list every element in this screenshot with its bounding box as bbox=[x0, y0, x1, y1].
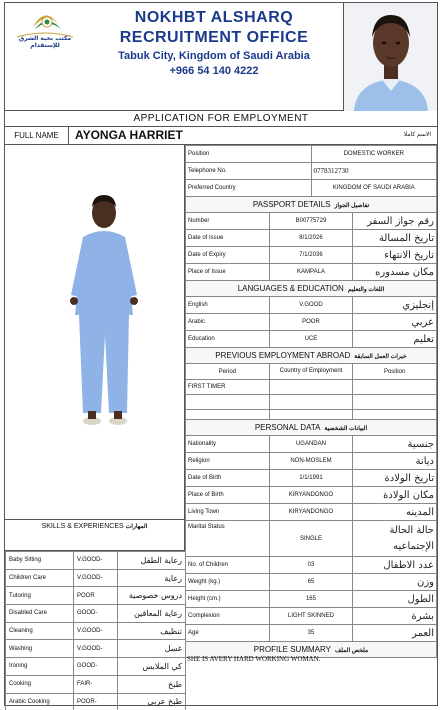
logo-text: مكتب نخبة الشرق للإستقدام bbox=[18, 35, 72, 49]
full-name-label: FULL NAME bbox=[5, 127, 69, 144]
col-position: Position bbox=[353, 364, 437, 380]
language-row-label: Education bbox=[186, 331, 270, 348]
passport-row-value: KAMPALA bbox=[269, 264, 353, 281]
passport-row-ar: تاريخ الانتهاء bbox=[353, 247, 437, 264]
cv-page bbox=[4, 2, 438, 706]
passport-photo bbox=[343, 3, 437, 111]
personal-row-label: Weight (kg.) bbox=[186, 574, 270, 591]
passport-row-ar: تاريخ المسالة bbox=[353, 230, 437, 247]
full-body-photo bbox=[5, 145, 185, 519]
personal-row-ar: تاريخ الولادة bbox=[353, 470, 437, 487]
skill-ar: طبخ عربي bbox=[118, 693, 186, 710]
marital-label: Marital Status bbox=[186, 521, 270, 557]
passport-row-ar: رقم جواز السفر bbox=[353, 213, 437, 230]
passport-table bbox=[185, 196, 437, 281]
profile-title-ar: ملخص الملف bbox=[334, 648, 369, 654]
company-phone: +966 54 140 4222 bbox=[169, 65, 259, 77]
skill-ar: رعاية المعاقين bbox=[118, 605, 186, 623]
personal-row-label: Religion bbox=[186, 453, 270, 470]
skills-table bbox=[5, 551, 186, 710]
application-title: APPLICATION FOR EMPLOYMENT bbox=[5, 111, 437, 127]
personal-row-label: Date of Birth bbox=[186, 470, 270, 487]
skill-level: V.GOOD- bbox=[74, 640, 118, 658]
personal-row-value: 35 bbox=[269, 625, 353, 642]
personal-row-label: Height (cm.) bbox=[186, 591, 270, 608]
personal-row-value: 1/1/1991 bbox=[269, 470, 353, 487]
position-label: Position bbox=[186, 146, 312, 163]
passport-row-label: Number bbox=[186, 213, 270, 230]
employment-title-ar: خبرات العمل السابقة bbox=[354, 354, 407, 360]
country-value: KINGDOM OF SAUDI ARABIA bbox=[311, 180, 437, 197]
telephone-label: Telephone No. bbox=[186, 163, 312, 180]
employment-cell bbox=[269, 380, 353, 395]
language-row-value: UCE bbox=[269, 331, 353, 348]
personal-row-value: 65 bbox=[269, 574, 353, 591]
skill-ar: كي الملابس bbox=[118, 658, 186, 676]
skill-ar: رعاية الطفل bbox=[118, 552, 186, 570]
marital-value: SINGLE bbox=[269, 521, 353, 557]
personal-row-label: No. of Children bbox=[186, 557, 270, 574]
employment-cell bbox=[269, 395, 353, 410]
skill-label: Arabic Cooking bbox=[6, 693, 74, 710]
skill-label: Disabled Care bbox=[6, 605, 74, 623]
personal-row-value: NON-MOSLEM bbox=[269, 453, 353, 470]
skill-label: Cooking bbox=[6, 675, 74, 693]
languages-table bbox=[185, 280, 437, 348]
skill-ar: رعاية bbox=[118, 569, 186, 587]
passport-header bbox=[186, 197, 437, 213]
personal-row-label: Nationality bbox=[186, 436, 270, 453]
skill-ar: غسل bbox=[118, 640, 186, 658]
passport-row-value: 8/1/2026 bbox=[269, 230, 353, 247]
full-name-label-ar: الاسم كاملا bbox=[403, 132, 431, 138]
company-subtitle: RECRUITMENT OFFICE bbox=[119, 29, 309, 46]
personal-row-value: 03 bbox=[269, 557, 353, 574]
language-row-label: Arabic bbox=[186, 314, 270, 331]
personal-row-ar: ديانة bbox=[353, 453, 437, 470]
employment-cell bbox=[186, 395, 270, 410]
marital-ar: حالة الحالة الإجتماعيه bbox=[353, 521, 437, 557]
language-row-value: POOR bbox=[269, 314, 353, 331]
skill-label: Tutoring bbox=[6, 587, 74, 605]
skill-level: V.GOOD- bbox=[74, 569, 118, 587]
language-row-ar: عربي bbox=[353, 314, 437, 331]
telephone-value: 0778312730 bbox=[311, 163, 437, 180]
personal-row-ar: عدد الاطفال bbox=[353, 557, 437, 574]
col-country: Country of Employment bbox=[269, 364, 353, 380]
profile-summary-text: SHE IS AVERY HARD WORKING WOMAN. bbox=[187, 655, 321, 663]
employment-title: PREVIOUS EMPLOYMENT ABROAD bbox=[215, 351, 351, 360]
languages-title-ar: اللغات والتعليم bbox=[347, 287, 385, 293]
languages-title: LANGUAGES & EDUCATION bbox=[237, 284, 344, 293]
full-name-value: AYONGA HARRIET bbox=[75, 128, 183, 142]
skill-ar: طبخ bbox=[118, 675, 186, 693]
personal-row-ar: المدينه bbox=[353, 504, 437, 521]
skill-level: GOOD- bbox=[74, 658, 118, 676]
skill-label: Children Care bbox=[6, 569, 74, 587]
skill-label: Ironing bbox=[6, 658, 74, 676]
country-label: Preferred Country bbox=[186, 180, 312, 197]
personal-row-value: 165 bbox=[269, 591, 353, 608]
position-value: DOMESTIC WORKER bbox=[311, 146, 437, 163]
personal-row-ar: العمر bbox=[353, 625, 437, 642]
personal-row-label: Age bbox=[186, 625, 270, 642]
profile-title: PROFILE SUMMARY bbox=[253, 645, 331, 654]
language-row-label: English bbox=[186, 297, 270, 314]
passport-row-label: Date of Issue bbox=[186, 230, 270, 247]
employment-table bbox=[185, 347, 437, 425]
skills-title: SKILLS & EXPERIENCES bbox=[41, 523, 124, 530]
passport-row-ar: مكان مسدوره bbox=[353, 264, 437, 281]
skill-label: Washing bbox=[6, 640, 74, 658]
personal-row-value: KIRYANDONGO bbox=[269, 504, 353, 521]
languages-header bbox=[186, 281, 437, 297]
employment-cell bbox=[353, 380, 437, 395]
language-row-value: V.GOOD bbox=[269, 297, 353, 314]
full-name-row bbox=[5, 127, 437, 145]
personal-title-ar: البيانات الشخصية bbox=[324, 426, 368, 432]
personal-row-ar: مكان الولادة bbox=[353, 487, 437, 504]
passport-title: PASSPORT DETAILS bbox=[252, 200, 331, 209]
company-city: Tabuk City, Kingdom of Saudi Arabia bbox=[118, 50, 310, 62]
passport-row-value: 7/1/2036 bbox=[269, 247, 353, 264]
passport-row-label: Place of Issue bbox=[186, 264, 270, 281]
language-row-ar: تعليم bbox=[353, 331, 437, 348]
skill-ar: تنظيف bbox=[118, 622, 186, 640]
personal-header bbox=[186, 420, 437, 436]
personal-row-label: Complexion bbox=[186, 608, 270, 625]
skill-level: V.GOOD- bbox=[74, 622, 118, 640]
col-period: Period bbox=[186, 364, 270, 380]
personal-row-ar: بشرة bbox=[353, 608, 437, 625]
skills-title-ar: المهارات bbox=[125, 524, 148, 530]
skill-level: POOR bbox=[74, 587, 118, 605]
skill-label: Baby Sitting bbox=[6, 552, 74, 570]
company-name: NOKHBT ALSHARQ bbox=[134, 9, 294, 26]
skill-level: POOR- bbox=[74, 693, 118, 710]
personal-data-table bbox=[185, 419, 437, 658]
employment-header bbox=[186, 348, 437, 364]
personal-row-value: LIGHT SKINNED bbox=[269, 608, 353, 625]
personal-row-ar: الطول bbox=[353, 591, 437, 608]
personal-row-value: UGANDAN bbox=[269, 436, 353, 453]
personal-row-ar: جنسية bbox=[353, 436, 437, 453]
skill-level: FAIR- bbox=[74, 675, 118, 693]
personal-row-ar: وزن bbox=[353, 574, 437, 591]
passport-row-value: B00775729 bbox=[269, 213, 353, 230]
skill-level: V.GOOD- bbox=[74, 552, 118, 570]
personal-row-value: KIRYANDONGO bbox=[269, 487, 353, 504]
job-info-table bbox=[185, 145, 437, 197]
passport-title-ar: تفاصيل الجواز bbox=[334, 203, 370, 209]
passport-row-label: Date of Expiry bbox=[186, 247, 270, 264]
header bbox=[5, 3, 437, 111]
personal-row-label: Place of Birth bbox=[186, 487, 270, 504]
personal-title: PERSONAL DATA bbox=[254, 423, 321, 432]
language-row-ar: إنجليزي bbox=[353, 297, 437, 314]
personal-row-label: Living Town bbox=[186, 504, 270, 521]
skill-label: Cleaning bbox=[6, 622, 74, 640]
company-logo bbox=[11, 7, 79, 47]
skill-ar: دروس خصوصية bbox=[118, 587, 186, 605]
skills-header bbox=[5, 519, 185, 551]
skill-level: GOOD- bbox=[74, 605, 118, 623]
first-timer: FIRST TIMER bbox=[186, 380, 270, 395]
employment-cell bbox=[353, 395, 437, 410]
